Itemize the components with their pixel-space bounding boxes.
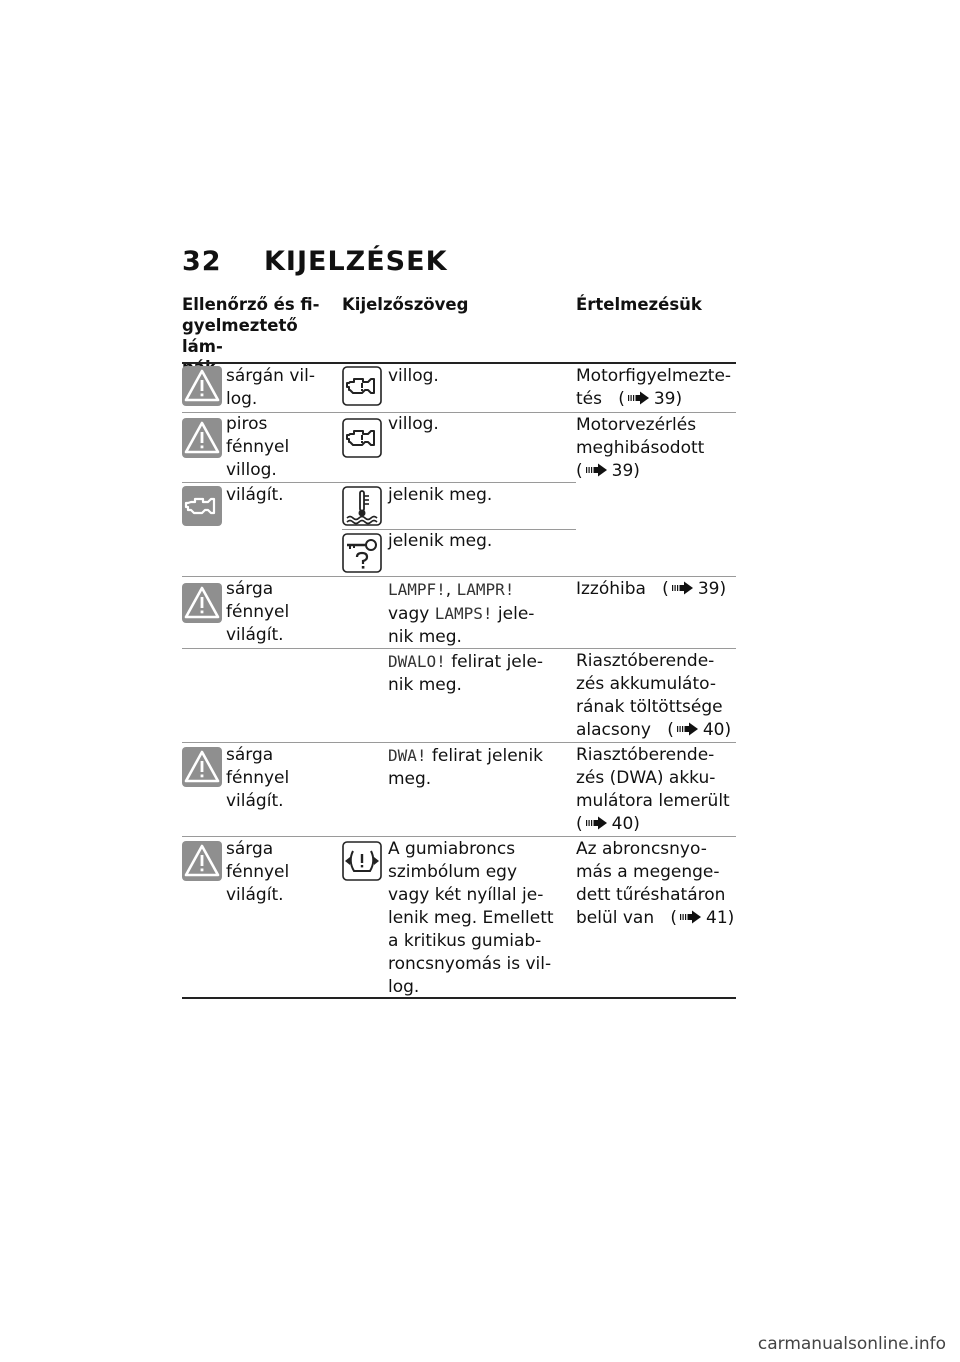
page-reference-link[interactable]: 40	[611, 814, 634, 834]
display-text: LAMPF!, LAMPR! vagy LAMPS! jele- nik meg.	[388, 580, 535, 647]
page-reference-link[interactable]: 41	[706, 908, 728, 928]
page-reference-link[interactable]: 39	[653, 389, 676, 409]
warning-triangle-icon	[182, 841, 222, 881]
meaning-text: Riasztóberende- zés (DWA) akku- mulátora lemerült	[576, 745, 730, 811]
display-text: jelenik meg.	[388, 485, 493, 505]
meaning-cell: Az abroncsnyo- más a megenge- dett tűréshatáron belül van ( 41)	[576, 839, 735, 928]
lamp-state: sárgán vil- log.	[226, 366, 315, 409]
display-text: villog.	[388, 414, 439, 434]
lamp-state: sárga fénnyel világít.	[226, 745, 290, 811]
col-header-lamps: Ellenőrző és fi- gyelmeztető lám-	[182, 295, 320, 356]
display-code: LAMPF!	[388, 580, 446, 599]
page-reference-arrow-icon	[676, 722, 700, 736]
display-text: DWALO! felirat jele- nik meg.	[388, 652, 544, 695]
display-code: DWA!	[388, 746, 427, 765]
page-number: 32	[182, 246, 222, 277]
meaning-text: Riasztóberende- zés akkumuláto- rának töltöttsége alacsony	[576, 651, 723, 740]
meaning-cell: Riasztóberende- zés akkumuláto- rának töltöttsége alacsony ( 40)	[576, 651, 732, 740]
lamp-state: sárga fénnyel világít.	[226, 579, 290, 645]
page-reference-arrow-icon	[671, 581, 695, 595]
display-code: DWALO!	[388, 652, 446, 671]
meaning-cell: Izzóhiba ( 39)	[576, 579, 727, 599]
row-divider	[182, 742, 736, 743]
meaning-text: Motorvezérlés meghibásodott	[576, 415, 705, 458]
engine-icon	[342, 418, 382, 458]
meaning-cell: Motorfigyelmezte- tés ( 39)	[576, 366, 732, 409]
display-code: LAMPR!	[456, 580, 515, 599]
display-text: DWA! felirat jelenik meg.	[388, 746, 544, 789]
display-text: villog.	[388, 366, 439, 386]
engine-icon	[182, 486, 222, 526]
meaning-cell: Motorvezérlés meghibásodott ( 39)	[576, 415, 705, 481]
page-reference-arrow-icon	[679, 910, 703, 924]
page-reference-link[interactable]: 39	[697, 579, 720, 599]
page-heading	[182, 246, 448, 277]
engine-icon	[342, 366, 382, 406]
col-header-meaning: Értelmezésük	[576, 295, 702, 314]
display-text: A gumiabroncs szimbólum egy vagy két nyíllal je- lenik meg. Emellett a kritikus gumiab- roncsnyomás is vil- log.	[388, 839, 554, 997]
row-divider	[182, 576, 736, 577]
display-text: jelenik meg.	[388, 531, 493, 551]
warning-triangle-icon	[182, 366, 222, 406]
page-reference-link[interactable]: 39	[611, 461, 634, 481]
page-reference-arrow-icon	[585, 463, 609, 477]
warning-triangle-icon	[182, 747, 222, 787]
meaning-text: Motorfigyelmezte- tés	[576, 366, 732, 409]
page-title: KIJELZÉSEK	[264, 246, 448, 277]
page-reference-arrow-icon	[585, 816, 609, 830]
lamp-state: világít.	[226, 485, 284, 505]
watermark[interactable]: carmanualsonline.info	[757, 1334, 946, 1354]
row-divider	[182, 836, 736, 837]
table-header-rule	[182, 362, 736, 364]
coolant-temperature-icon	[342, 486, 382, 526]
tire-pressure-icon	[342, 841, 382, 881]
page-reference-arrow-icon	[627, 391, 651, 405]
key-question-icon	[342, 533, 382, 573]
lamp-state: piros fénnyel villog.	[226, 414, 290, 480]
meaning-text: Izzóhiba	[576, 579, 646, 599]
display-code: LAMPS!	[434, 604, 493, 623]
col-header-display: Kijelzőszöveg	[342, 295, 469, 314]
warning-triangle-icon	[182, 418, 222, 458]
meaning-cell: Riasztóberende- zés (DWA) akku- mulátora lemerült ( 40)	[576, 745, 730, 834]
meaning-text: Az abroncsnyo- más a megenge- dett tűréshatáron belül van	[576, 839, 726, 928]
page-reference-link[interactable]: 40	[702, 720, 725, 740]
warning-triangle-icon	[182, 583, 222, 623]
row-divider	[182, 482, 576, 483]
lamp-state: sárga fénnyel világít.	[226, 839, 290, 905]
